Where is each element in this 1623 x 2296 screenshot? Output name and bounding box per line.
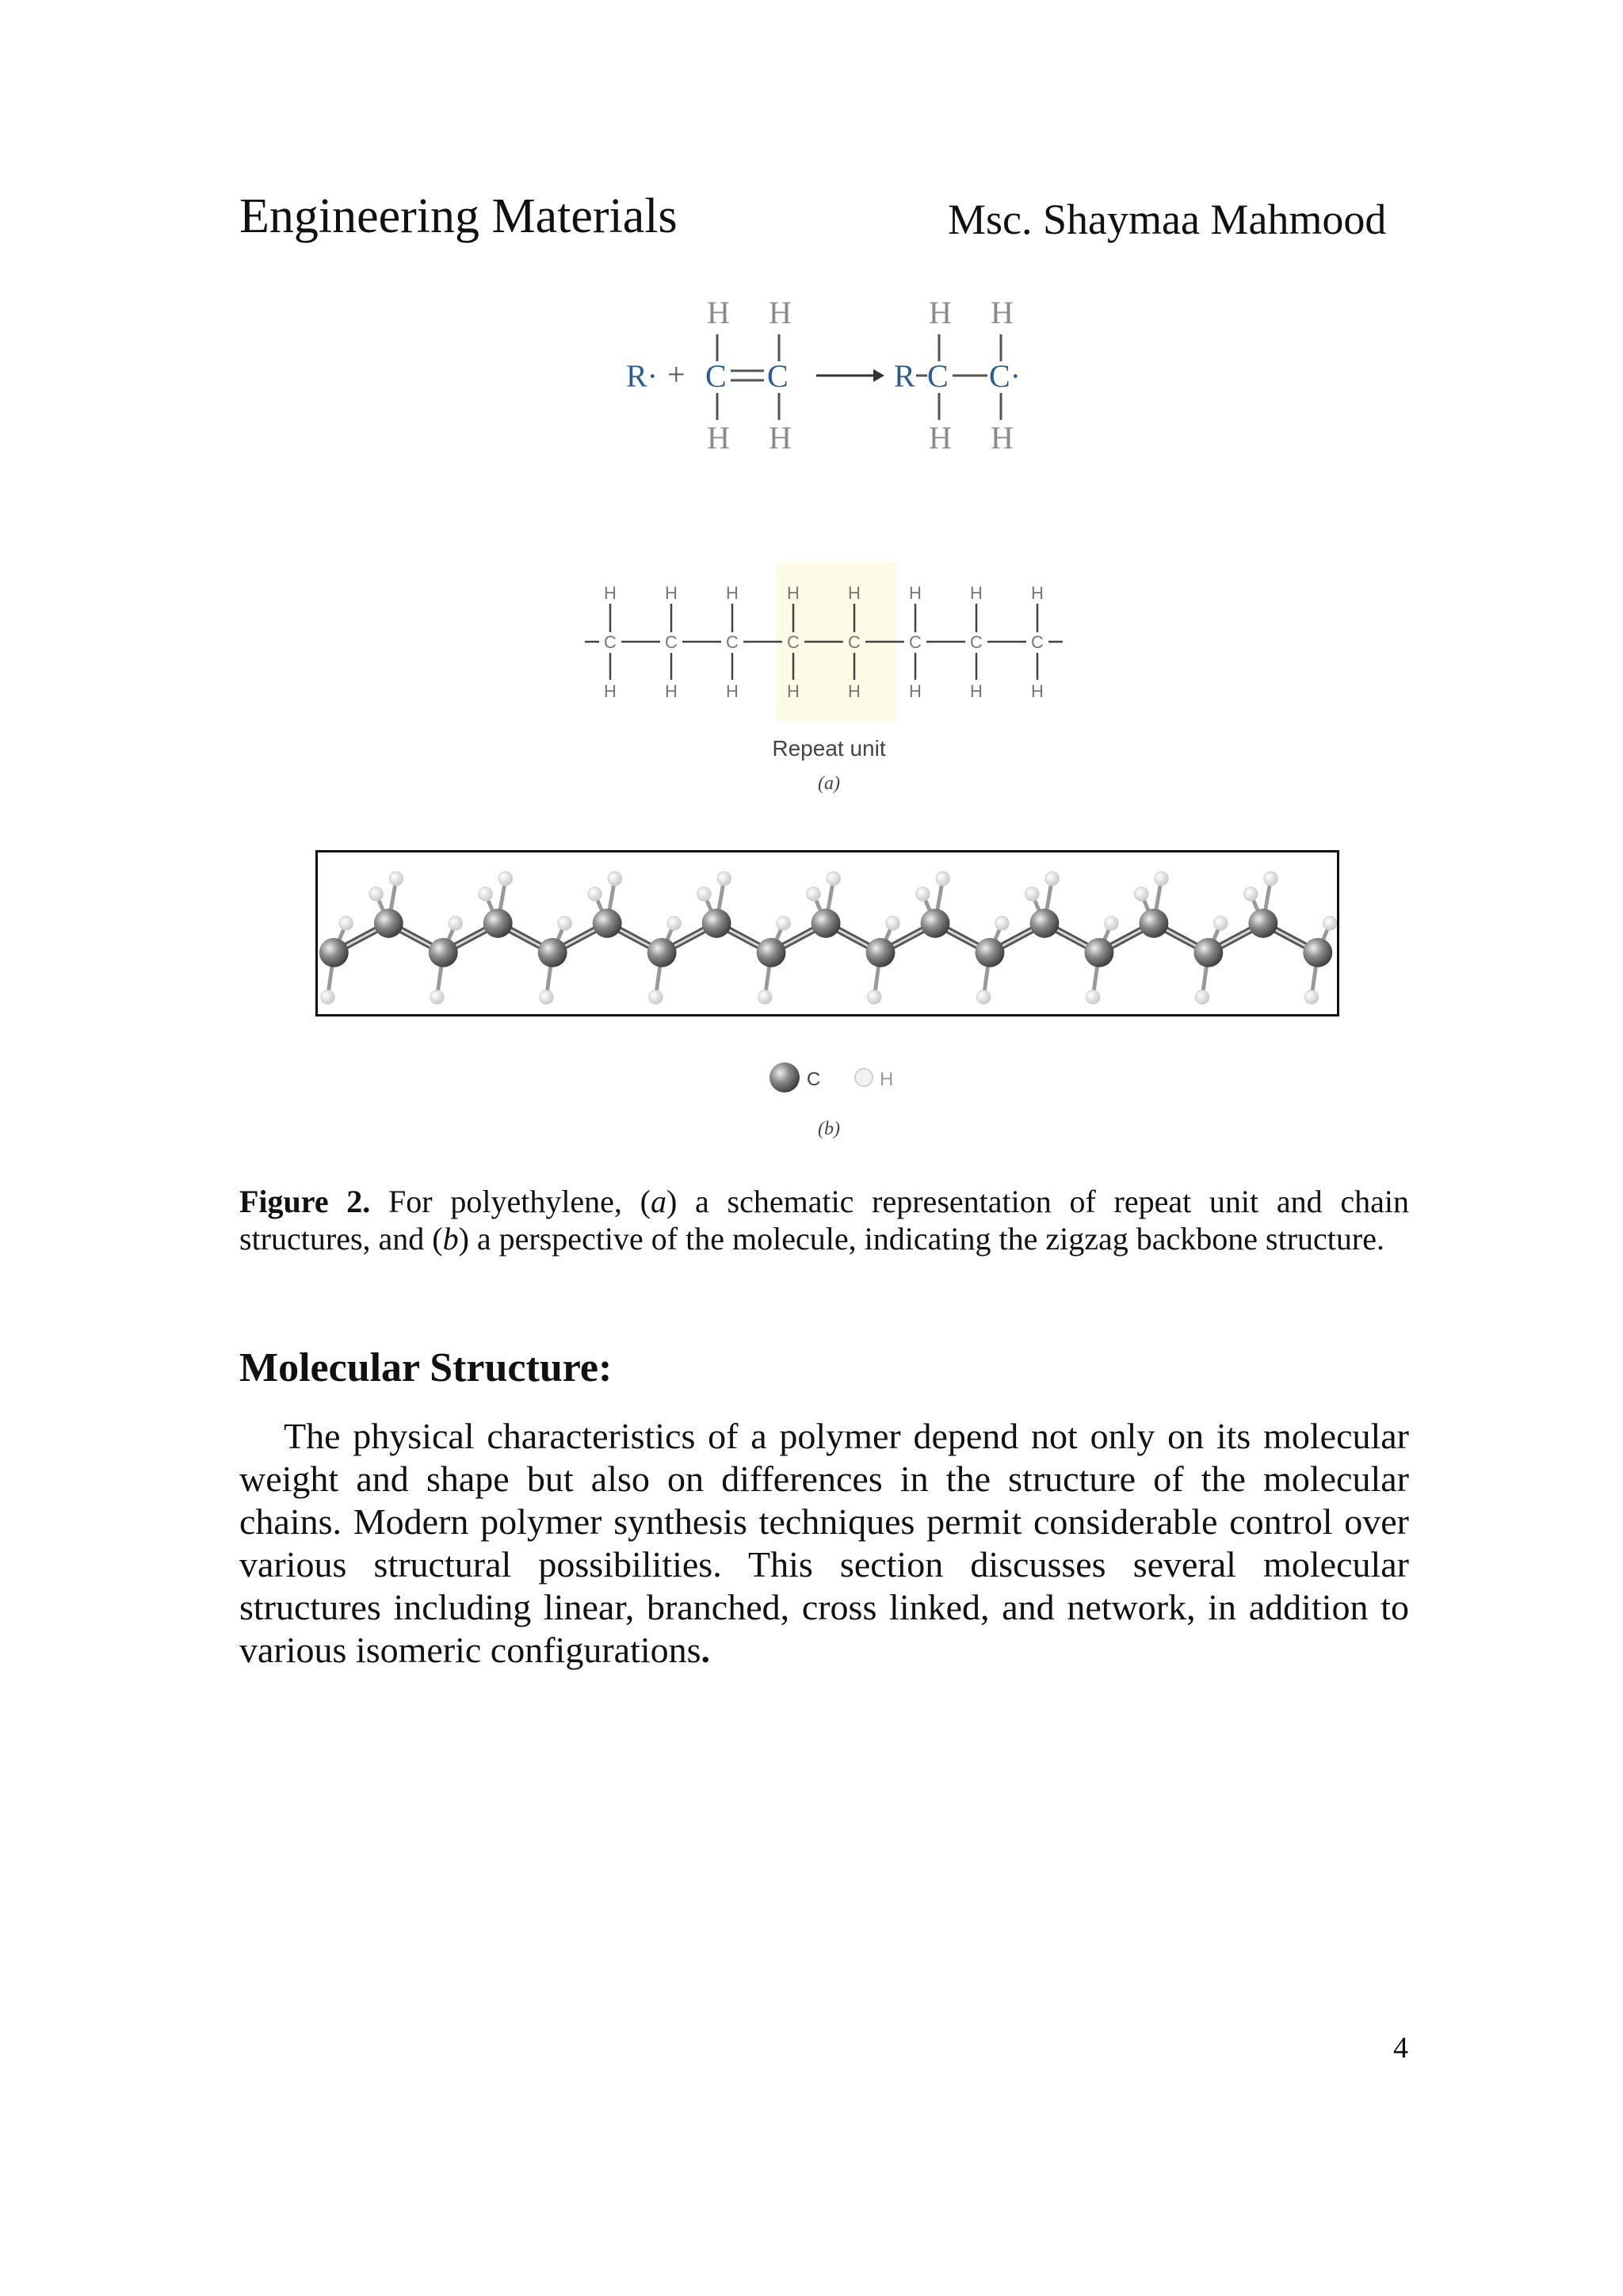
product-r: R [894,358,915,394]
h-atom: H [769,420,792,456]
hydrogen-atom [1045,871,1059,885]
caption-b: b [442,1221,459,1257]
chain-c-atom: C [970,632,983,652]
hydrogen-atom [558,917,571,930]
hydrogen-atom [936,871,949,885]
chain-h-atom: H [726,681,739,701]
chain-h-atom: H [787,583,800,603]
initiation-reaction-diagram [602,285,1046,475]
chain-h-atom: H [604,583,617,603]
chain-h-atom: H [970,681,983,701]
header-course-title: Engineering Materials [239,189,678,243]
plus-sign: + [667,357,685,392]
caption-text-3: ) a perspective of the molecule, indicating the zigzag backbone structure. [458,1221,1384,1257]
carbon-atom [702,909,731,938]
carbon-atom [757,938,786,967]
hydrogen-atom [389,871,403,885]
paragraph-text: The physical characteristics of a polymer depend not only on its molecular weight and shape but also on differences in the structure of the molecular chains. Modern polymer synthesis techniques permit considerable control over various structural possibilities. This section discusses several molecular structures including linear, branched, cross linked, and network, in addition to various isomeric configurations [239,1416,1409,1670]
chain-h-atom: H [970,583,983,603]
chain-c-atom: C [909,632,922,652]
chain-structure-diagram [579,555,1086,816]
carbon-atom [1029,909,1059,938]
carbon-legend-label: C [807,1069,821,1090]
c-radical: C· [989,358,1021,394]
hydrogen-atom [995,917,1009,930]
hydrogen-atom [588,887,601,901]
caption-label: Figure 2. [239,1184,371,1219]
hydrogen-atom [1155,871,1168,885]
chain-h-atom: H [848,583,861,603]
h-atom: H [991,420,1014,456]
caption-text-1: For polyethylene, ( [370,1184,651,1219]
hydrogen-atom [1195,990,1209,1004]
chain-h-atom: H [726,583,739,603]
carbon-atom [921,909,950,938]
carbon-atom [1084,938,1113,967]
section-heading: Molecular Structure: [239,1345,613,1390]
hydrogen-atom [430,990,444,1004]
hydrogen-atom [758,990,772,1004]
figure-caption [239,1183,1409,1257]
hydrogen-atom [369,887,383,901]
hydrogen-atom [916,887,930,901]
chain-h-atom: H [665,583,678,603]
carbon-atom [374,909,403,938]
c-atom: C [705,358,727,394]
h-atom: H [929,295,952,330]
page-number: 4 [1393,2031,1408,2065]
caption-a: a [650,1184,666,1219]
polyethylene-molecule-model [315,850,1339,1016]
hydrogen-atom [976,990,990,1004]
molecule-legend [753,1054,943,1149]
carbon-atom [593,909,622,938]
hydrogen-atom [498,871,512,885]
section-paragraph [239,1415,1409,1672]
repeat-unit-label: Repeat unit [772,736,886,761]
hydrogen-atom [827,871,840,885]
carbon-atom [647,938,677,967]
hydrogen-atom [807,887,820,901]
paragraph-period: . [701,1630,711,1670]
carbon-atom [812,909,841,938]
chain-h-atom: H [909,681,922,701]
carbon-atom [429,938,458,967]
carbon-legend-icon [769,1062,800,1093]
carbon-atom [483,909,513,938]
hydrogen-atom [868,990,881,1004]
hydrogen-atom [1323,917,1337,930]
h-atom: H [769,295,792,330]
chain-c-atom: C [787,632,800,652]
carbon-atom [1193,938,1223,967]
hydrogen-atom [697,887,711,901]
h-atom: H [929,420,952,456]
hydrogen-atom [1105,917,1118,930]
header-author: Msc. Shaymaa Mahmood [948,196,1387,243]
hydrogen-legend-label: H [880,1069,894,1090]
carbon-atom [1248,909,1277,938]
reaction-arrowhead [873,369,884,382]
hydrogen-atom [1025,887,1039,901]
hydrogen-atom [667,917,681,930]
hydrogen-atom [649,990,663,1004]
hydrogen-atom [777,917,790,930]
hydrogen-atom [886,917,899,930]
c-atom: C [927,358,949,394]
hydrogen-atom [1086,990,1099,1004]
chain-h-atom: H [909,583,922,603]
carbon-atom [538,938,567,967]
hydrogen-atom [540,990,553,1004]
chain-h-atom: H [787,681,800,701]
h-atom: H [707,295,730,330]
chain-h-atom: H [1031,583,1044,603]
chain-c-atom: C [848,632,861,652]
carbon-atom [319,938,349,967]
hydrogen-atom [1264,871,1277,885]
c-atom: C [767,358,789,394]
part-a-label: (a) [818,773,840,794]
chain-h-atom: H [665,681,678,701]
hydrogen-atom [339,917,353,930]
hydrogen-atom [449,917,462,930]
carbon-atom [976,938,1005,967]
carbon-atom [866,938,896,967]
chain-c-atom: C [604,632,617,652]
hydrogen-atom [608,871,621,885]
hydrogen-atom [321,990,334,1004]
chain-h-atom: H [604,681,617,701]
chain-c-atom: C [665,632,678,652]
chain-c-atom: C [1031,632,1044,652]
part-b-label: (b) [818,1119,840,1139]
hydrogen-atom [717,871,731,885]
hydrogen-atom [1244,887,1258,901]
hydrogen-legend-icon [855,1069,873,1086]
radical-r: R· [626,358,658,394]
carbon-atom [1303,938,1332,967]
carbon-atom [1139,909,1168,938]
h-atom: H [707,420,730,456]
h-atom: H [991,295,1014,330]
hydrogen-atom [1214,917,1228,930]
chain-h-atom: H [848,681,861,701]
hydrogen-atom [1304,990,1318,1004]
chain-c-atom: C [726,632,739,652]
chain-h-atom: H [1031,681,1044,701]
hydrogen-atom [479,887,492,901]
caption-text-2: ) a schematic representation of repeat unit and chain structures, and ( [239,1184,1409,1257]
hydrogen-atom [1135,887,1148,901]
